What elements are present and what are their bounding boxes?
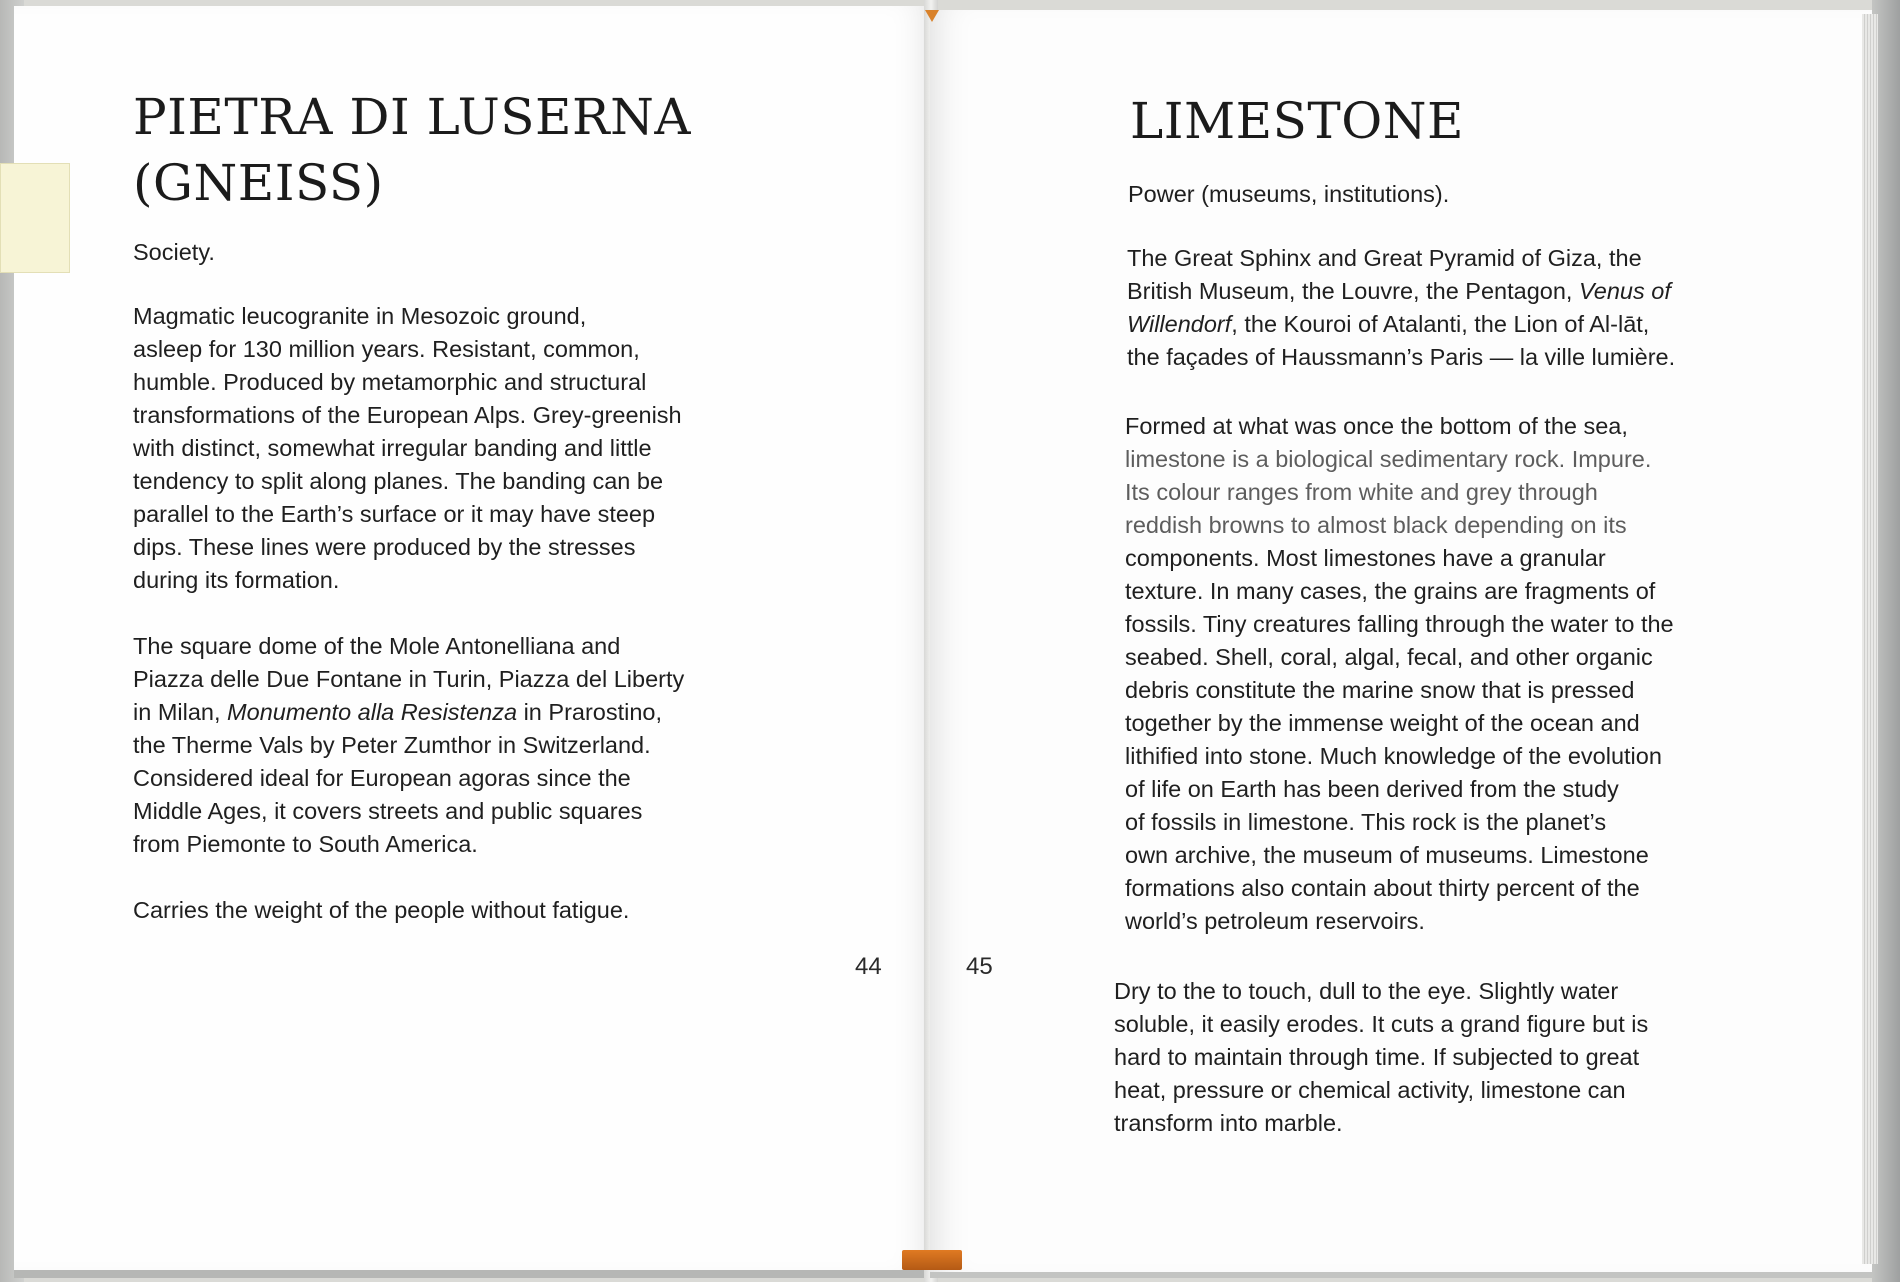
italic-title: Willendorf bbox=[1127, 311, 1232, 337]
paragraph-line: together by the immense weight of the ocean and bbox=[1125, 710, 1640, 736]
paragraph-line: texture. In many cases, the grains are fragments of bbox=[1125, 578, 1656, 604]
paragraph-line: lithified into stone. Much knowledge of the evolution bbox=[1125, 743, 1662, 769]
left-closing-line: Carries the weight of the people without fatigue. bbox=[133, 897, 630, 923]
paragraph-line: own archive, the museum of museums. Limestone bbox=[1125, 842, 1649, 868]
page-number-right: 45 bbox=[966, 953, 993, 980]
paragraph-line: during its formation. bbox=[133, 567, 340, 593]
paragraph-line: transform into marble. bbox=[1114, 1110, 1343, 1136]
text-run: , the Kouroi of Atalanti, the Lion of Al-lāt, bbox=[1231, 311, 1650, 337]
text-run: British Museum, the Louvre, the Pentagon, bbox=[1127, 278, 1579, 304]
paragraph-line: Formed at what was once the bottom of the sea, bbox=[1125, 413, 1628, 439]
text-run: in Milan, bbox=[133, 699, 228, 725]
paragraph-line: fossils. Tiny creatures falling through the water to the bbox=[1125, 611, 1674, 637]
paragraph-line: world’s petroleum reservoirs. bbox=[1125, 908, 1425, 934]
right-page-subtitle: Power (museums, institutions). bbox=[1128, 181, 1450, 207]
paragraph-line: heat, pressure or chemical activity, limestone can bbox=[1114, 1077, 1626, 1103]
paragraph-line: humble. Produced by metamorphic and structural bbox=[133, 369, 647, 395]
page-stack-edge bbox=[1862, 14, 1878, 1264]
paragraph-line: parallel to the Earth’s surface or it may have steep bbox=[133, 501, 656, 527]
paragraph-line: of fossils in limestone. This rock is the planet’s bbox=[1125, 809, 1607, 835]
paragraph-line: limestone is a biological sedimentary rock. Impure. bbox=[1125, 446, 1652, 472]
paragraph-line: reddish browns to almost black depending on its bbox=[1125, 512, 1627, 538]
page-number-left: 44 bbox=[855, 953, 882, 980]
right-paragraph-1 bbox=[1127, 242, 1675, 374]
left-page-title bbox=[133, 84, 691, 216]
sticky-tab-marker bbox=[0, 163, 70, 273]
paragraph-line: The Great Sphinx and Great Pyramid of Giza, the bbox=[1127, 245, 1642, 271]
paragraph-line: formations also contain about thirty percent of the bbox=[1125, 875, 1640, 901]
text-run: in Prarostino, bbox=[517, 699, 663, 725]
left-title-line-2: (GNEISS) bbox=[133, 154, 384, 212]
paragraph-line: hard to maintain through time. If subjected to great bbox=[1114, 1044, 1640, 1070]
paragraph-line: Dry to the to touch, dull to the eye. Slightly water bbox=[1114, 978, 1619, 1004]
left-paragraph-1 bbox=[133, 300, 682, 597]
paragraph-line bbox=[133, 696, 684, 729]
paragraph-line: the Therme Vals by Peter Zumthor in Switzerland. bbox=[133, 732, 651, 758]
paragraph-line: soluble, it easily erodes. It cuts a grand figure but is bbox=[1114, 1011, 1649, 1037]
paragraph-line: asleep for 130 million years. Resistant, common, bbox=[133, 336, 640, 362]
left-paragraph-2 bbox=[133, 630, 684, 861]
bookmark-ribbon-top bbox=[925, 10, 939, 22]
paragraph-line: of life on Earth has been derived from the study bbox=[1125, 776, 1619, 802]
paragraph-line: Magmatic leucogranite in Mesozoic ground, bbox=[133, 303, 587, 329]
right-page-title: LIMESTONE bbox=[1130, 92, 1464, 150]
paragraph-line bbox=[1127, 308, 1675, 341]
paragraph-line: seabed. Shell, coral, algal, fecal, and other organic bbox=[1125, 644, 1653, 670]
paragraph-line: Considered ideal for European agoras since the bbox=[133, 765, 631, 791]
paragraph-line bbox=[1127, 275, 1675, 308]
paragraph-line: with distinct, somewhat irregular banding and little bbox=[133, 435, 652, 461]
paragraph-line: The square dome of the Mole Antonelliana and bbox=[133, 633, 621, 659]
paragraph-line: dips. These lines were produced by the stresses bbox=[133, 534, 636, 560]
left-page-subtitle: Society. bbox=[133, 239, 215, 265]
paragraph-line: transformations of the European Alps. Grey-greenish bbox=[133, 402, 682, 428]
paragraph-line: the façades of Haussmann’s Paris — la ville lumière. bbox=[1127, 344, 1676, 370]
paragraph-line: tendency to split along planes. The banding can be bbox=[133, 468, 664, 494]
paragraph-line: components. Most limestones have a granular bbox=[1125, 545, 1606, 571]
paragraph-line: Middle Ages, it covers streets and public squares bbox=[133, 798, 643, 824]
bookmark-ribbon-bottom bbox=[902, 1250, 962, 1270]
paragraph-line: from Piemonte to South America. bbox=[133, 831, 478, 857]
paragraph-line: debris constitute the marine snow that is pressed bbox=[1125, 677, 1635, 703]
italic-title: Monumento alla Resistenza bbox=[227, 699, 518, 725]
paragraph-line: Its colour ranges from white and grey through bbox=[1125, 479, 1598, 505]
italic-title: Venus of bbox=[1578, 278, 1671, 304]
paragraph-line: Piazza delle Due Fontane in Turin, Piazza del Liberty bbox=[133, 666, 685, 692]
right-paragraph-2 bbox=[1125, 410, 1674, 938]
right-paragraph-3 bbox=[1114, 975, 1648, 1140]
left-title-line-1: PIETRA DI LUSERNA bbox=[133, 88, 691, 146]
